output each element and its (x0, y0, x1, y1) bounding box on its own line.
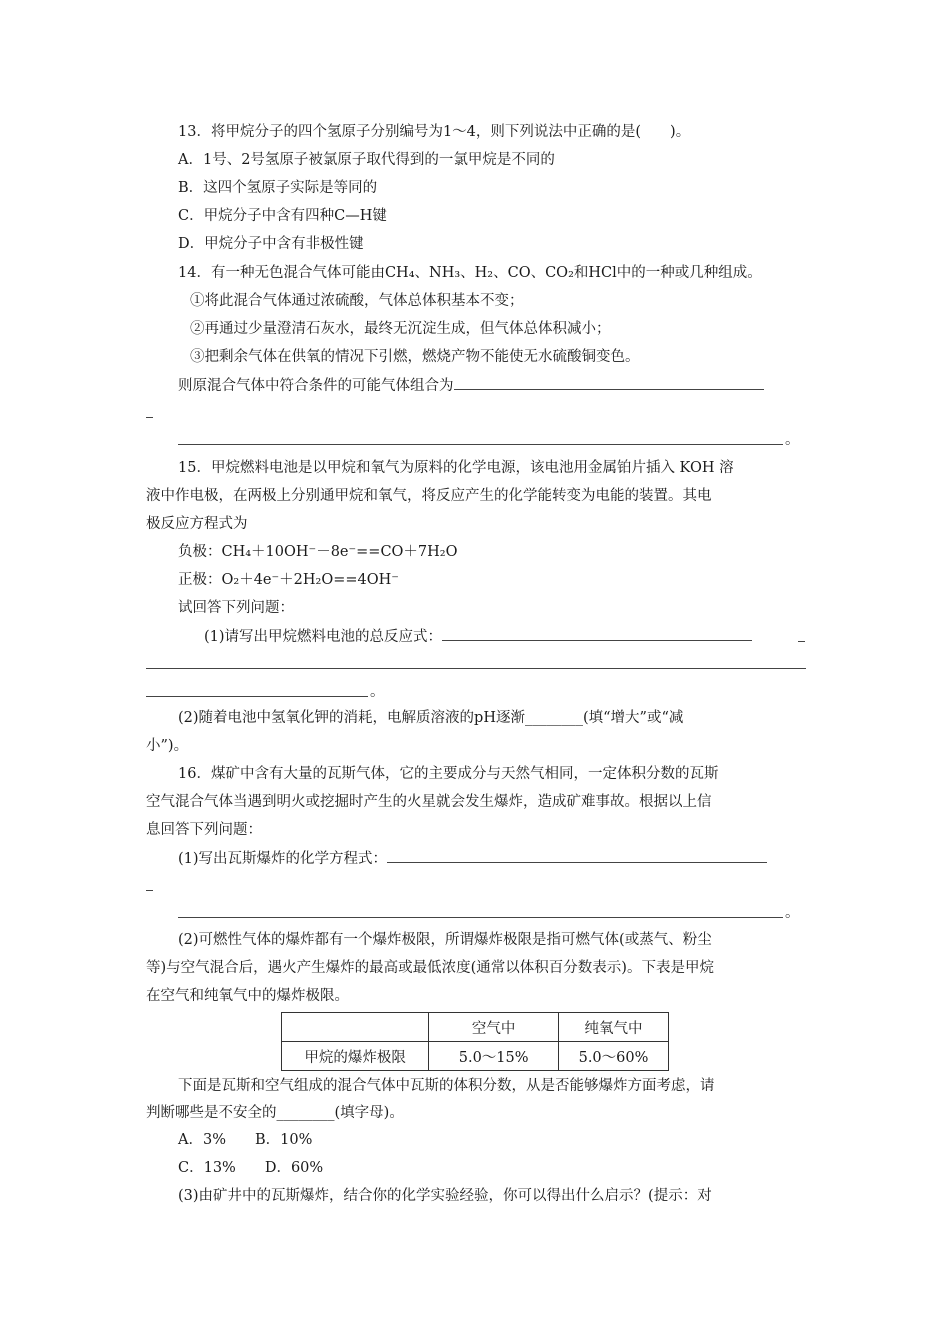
q16-sub1-blank[interactable] (387, 848, 767, 863)
table-cell-pure-oxygen: 5.0～60% (559, 1042, 669, 1071)
q14-answer-blank[interactable] (454, 375, 764, 390)
q15-sub2-line-2: 小”)。 (146, 738, 189, 754)
q14-step-2: ②再通过少量澄清石灰水，最终无沉淀生成，但气体总体积减小； (190, 321, 611, 337)
q16-intro-line-3: 息回答下列问题： (146, 822, 262, 838)
q16-sub2-line-1: (2)可燃性气体的爆炸都有一个爆炸极限，所谓爆炸极限是指可燃气体(或蒸气、粉尘 (178, 932, 712, 948)
table-row-label: 甲烷的爆炸极限 (282, 1042, 429, 1071)
q15-intro-line-3: 极反应方程式为 (146, 516, 248, 532)
q15-intro-line-1: 15．甲烷燃料电池是以甲烷和氧气为原料的化学电源，该电池用金属铂片插入 KOH 溶 (178, 460, 734, 476)
q16-sub3: (3)由矿井中的瓦斯爆炸，结合你的化学实验经验，你可以得出什么启示？(提示：对 (178, 1188, 712, 1204)
table-header-row (282, 1013, 669, 1042)
q14-question-text: 则原混合气体中符合条件的可能气体组合为 (178, 378, 454, 394)
table-row (282, 1042, 669, 1071)
table-header-pure-oxygen: 纯氧气中 (559, 1013, 669, 1042)
q14-continuation-mark (146, 417, 153, 418)
q16-continuation-mark (146, 890, 153, 891)
q15-negative-electrode: 负极：CH₄＋10OH⁻－8e⁻==CO＋7H₂O (178, 544, 458, 560)
q15-sub1 (204, 626, 752, 647)
q15-prompt: 试回答下列问题： (178, 600, 294, 616)
q15-sub1-blank[interactable] (442, 626, 752, 641)
q16-sub1-text: (1)写出瓦斯爆炸的化学方程式： (178, 851, 388, 867)
table-header-air: 空气中 (429, 1013, 559, 1042)
q16-after-table-line-2: 判断哪些是不安全的________(填字母)。 (146, 1105, 404, 1121)
explosion-limit-table (281, 1012, 669, 1071)
q16-sub1-answer-line-2[interactable] (178, 917, 783, 918)
q13-option-a: A．1号、2号氢原子被氯原子取代得到的一氯甲烷是不同的 (178, 152, 555, 168)
q15-sub2-line-1: (2)随着电池中氢氧化钾的消耗，电解质溶液的pH逐渐________(填“增大”或“减 (178, 710, 684, 726)
q16-sub1 (178, 848, 767, 869)
q14-question (178, 375, 764, 396)
q15-positive-electrode: 正极：O₂＋4e⁻＋2H₂O==4OH⁻ (178, 572, 399, 588)
q16-options-row-2: C．13% D．60% (178, 1160, 324, 1176)
table-cell-air: 5.0～15% (429, 1042, 559, 1071)
table-header-blank (282, 1013, 429, 1042)
q16-after-table-line-1: 下面是瓦斯和空气组成的混合气体中瓦斯的体积分数，从是否能够爆炸方面考虑，请 (178, 1078, 715, 1094)
q14-step-1: ①将此混合气体通过浓硫酸，气体总体积基本不变； (190, 293, 524, 309)
q14-stem: 14．有一种无色混合气体可能由CH₄、NH₃、H₂、CO、CO₂和HCl中的一种或几种组成。 (178, 265, 762, 281)
q16-options-row-1: A．3% B．10% (178, 1132, 313, 1148)
q13-option-b: B．这四个氢原子实际是等同的 (178, 180, 378, 196)
q15-sub1-answer-line-2[interactable] (146, 668, 806, 669)
q16-sub1-end-mark: 。 (785, 905, 800, 921)
q15-sub1-text: (1)请写出甲烷燃料电池的总反应式： (204, 629, 443, 645)
q13-stem: 13．将甲烷分子的四个氢原子分别编号为1～4，则下列说法中正确的是( )。 (178, 124, 691, 140)
q13-option-d: D．甲烷分子中含有非极性键 (178, 236, 364, 252)
q14-step-3: ③把剩余气体在供氧的情况下引燃，燃烧产物不能使无水硫酸铜变色。 (190, 349, 640, 365)
q16-sub2-line-2: 等)与空气混合后，遇火产生爆炸的最高或最低浓度(通常以体积百分数表示)。下表是甲烷 (146, 960, 714, 976)
q16-sub2-line-3: 在空气和纯氧气中的爆炸极限。 (146, 988, 349, 1004)
q15-sub1-answer-line-3[interactable] (146, 696, 368, 697)
q15-sub1-end-mark: 。 (370, 684, 385, 700)
q14-answer-line-2[interactable] (178, 444, 783, 445)
q16-intro-line-1: 16．煤矿中含有大量的瓦斯气体，它的主要成分与天然气相同，一定体积分数的瓦斯 (178, 766, 719, 782)
q15-sub1-tail-mark (798, 641, 805, 642)
q14-end-mark: 。 (785, 432, 800, 448)
q15-intro-line-2: 液中作电极，在两极上分别通甲烷和氧气，将反应产生的化学能转变为电能的装置。其电 (146, 488, 712, 504)
q13-option-c: C．甲烷分子中含有四种C—H键 (178, 208, 387, 224)
q16-intro-line-2: 空气混合气体当遇到明火或挖掘时产生的火星就会发生爆炸，造成矿难事故。根据以上信 (146, 794, 712, 810)
